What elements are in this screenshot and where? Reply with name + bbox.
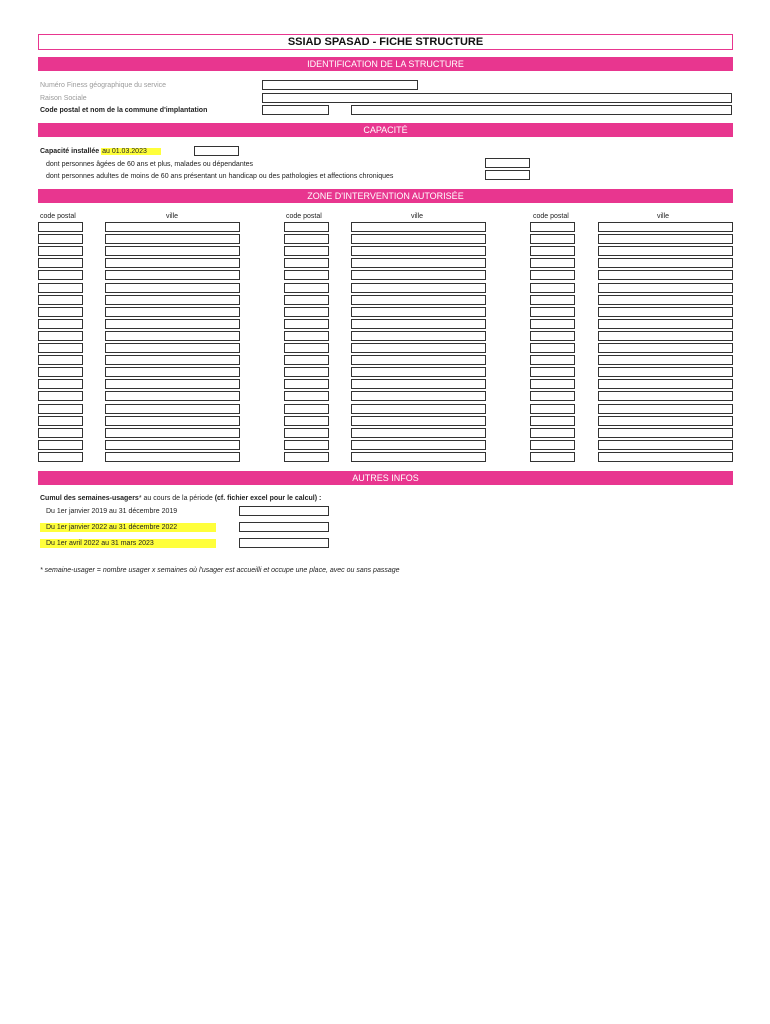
section-header-capacite: CAPACITÉ (38, 123, 733, 137)
zone-ville-input-3-9[interactable] (598, 319, 733, 329)
capacite-installee-input[interactable] (194, 146, 239, 156)
zone-ville-input-3-11[interactable] (598, 343, 733, 353)
zone-cp-input-1-9[interactable] (38, 319, 83, 329)
zone-cp-input-2-13[interactable] (284, 367, 329, 377)
zone-ville-input-3-20[interactable] (598, 452, 733, 462)
cumul-label-normal: * au cours de la période (138, 495, 213, 502)
capacite-installee-date: au 01.03.2023 (101, 148, 161, 155)
zone-ville-input-3-15[interactable] (598, 391, 733, 401)
zone-ville-input-1-8[interactable] (105, 307, 240, 317)
col-header-ville-2: ville (411, 213, 424, 220)
zone-cp-input-3-6[interactable] (530, 283, 575, 293)
zone-cp-input-2-14[interactable] (284, 379, 329, 389)
capacite-adults-input[interactable] (485, 170, 530, 180)
cumul-label-bold2: (cf. fichier excel pour le calcul) : (212, 495, 322, 502)
zone-ville-input-1-14[interactable] (105, 379, 240, 389)
footnote: * semaine-usager = nombre usager x semaines où l'usager est accueilli et occupe une place, avec ou sans passage (40, 567, 400, 574)
zone-cp-input-1-19[interactable] (38, 440, 83, 450)
zone-cp-input-1-18[interactable] (38, 428, 83, 438)
zone-cp-input-1-16[interactable] (38, 404, 83, 414)
zone-ville-input-2-3[interactable] (351, 246, 486, 256)
zone-cp-input-2-15[interactable] (284, 391, 329, 401)
zone-cp-input-1-10[interactable] (38, 331, 83, 341)
zone-cp-input-1-11[interactable] (38, 343, 83, 353)
zone-cp-input-3-9[interactable] (530, 319, 575, 329)
zone-ville-input-2-5[interactable] (351, 270, 486, 280)
zone-ville-input-1-12[interactable] (105, 355, 240, 365)
zone-ville-input-2-1[interactable] (351, 222, 486, 232)
zone-ville-input-2-13[interactable] (351, 367, 486, 377)
zone-cp-input-3-5[interactable] (530, 270, 575, 280)
zone-cp-input-1-12[interactable] (38, 355, 83, 365)
zone-ville-input-3-14[interactable] (598, 379, 733, 389)
zone-cp-input-2-9[interactable] (284, 319, 329, 329)
col-header-cp-3: code postal (533, 213, 569, 220)
zone-cp-input-2-2[interactable] (284, 234, 329, 244)
zone-cp-input-3-2[interactable] (530, 234, 575, 244)
cumul-label (40, 494, 321, 503)
period-input-3[interactable] (239, 538, 329, 548)
zone-ville-input-1-3[interactable] (105, 246, 240, 256)
zone-ville-input-1-4[interactable] (105, 258, 240, 268)
zone-cp-input-3-8[interactable] (530, 307, 575, 317)
zone-cp-input-2-5[interactable] (284, 270, 329, 280)
zone-cp-input-2-8[interactable] (284, 307, 329, 317)
zone-ville-input-3-8[interactable] (598, 307, 733, 317)
zone-cp-input-1-15[interactable] (38, 391, 83, 401)
zone-ville-input-3-2[interactable] (598, 234, 733, 244)
period-input-2[interactable] (239, 522, 329, 532)
zone-ville-input-2-2[interactable] (351, 234, 486, 244)
zone-cp-input-1-2[interactable] (38, 234, 83, 244)
zone-ville-input-3-6[interactable] (598, 283, 733, 293)
col-header-cp-1: code postal (40, 213, 76, 220)
zone-cp-input-1-13[interactable] (38, 367, 83, 377)
zone-ville-input-2-8[interactable] (351, 307, 486, 317)
zone-cp-input-1-20[interactable] (38, 452, 83, 462)
capacite-installee-text: Capacité installée (40, 148, 100, 155)
zone-ville-input-1-16[interactable] (105, 404, 240, 414)
zone-cp-input-1-7[interactable] (38, 295, 83, 305)
zone-ville-input-1-5[interactable] (105, 270, 240, 280)
zone-cp-input-1-4[interactable] (38, 258, 83, 268)
zone-cp-input-1-8[interactable] (38, 307, 83, 317)
capacite-installee-label (40, 147, 161, 156)
zone-cp-input-3-12[interactable] (530, 355, 575, 365)
section-header-zone: ZONE D'INTERVENTION AUTORISÉE (38, 189, 733, 203)
zone-ville-input-2-19[interactable] (351, 440, 486, 450)
zone-ville-input-1-11[interactable] (105, 343, 240, 353)
zone-cp-input-3-16[interactable] (530, 404, 575, 414)
zone-ville-input-3-10[interactable] (598, 331, 733, 341)
zone-cp-input-1-1[interactable] (38, 222, 83, 232)
zone-ville-input-3-5[interactable] (598, 270, 733, 280)
zone-cp-input-2-7[interactable] (284, 295, 329, 305)
zone-ville-input-2-17[interactable] (351, 416, 486, 426)
section-header-identification: IDENTIFICATION DE LA STRUCTURE (38, 57, 733, 71)
period-input-1[interactable] (239, 506, 329, 516)
zone-cp-input-2-17[interactable] (284, 416, 329, 426)
zone-ville-input-2-15[interactable] (351, 391, 486, 401)
zone-ville-input-2-10[interactable] (351, 331, 486, 341)
zone-cp-input-2-12[interactable] (284, 355, 329, 365)
zone-cp-input-2-20[interactable] (284, 452, 329, 462)
zone-ville-input-2-18[interactable] (351, 428, 486, 438)
zone-ville-input-3-18[interactable] (598, 428, 733, 438)
zone-ville-input-1-10[interactable] (105, 331, 240, 341)
zone-cp-input-2-19[interactable] (284, 440, 329, 450)
period-label-3: Du 1er avril 2022 au 31 mars 2023 (40, 539, 216, 548)
zone-cp-input-2-16[interactable] (284, 404, 329, 414)
zone-cp-input-1-6[interactable] (38, 283, 83, 293)
zone-ville-input-2-14[interactable] (351, 379, 486, 389)
zone-ville-input-1-7[interactable] (105, 295, 240, 305)
zone-cp-input-3-1[interactable] (530, 222, 575, 232)
raison-sociale-input[interactable] (262, 93, 732, 103)
commune-input[interactable] (351, 105, 732, 115)
zone-ville-input-2-20[interactable] (351, 452, 486, 462)
zone-cp-input-3-7[interactable] (530, 295, 575, 305)
zone-cp-input-2-6[interactable] (284, 283, 329, 293)
zone-ville-input-2-9[interactable] (351, 319, 486, 329)
zone-cp-input-1-17[interactable] (38, 416, 83, 426)
zone-ville-input-3-7[interactable] (598, 295, 733, 305)
zone-ville-input-2-12[interactable] (351, 355, 486, 365)
page-title: SSIAD SPASAD - FICHE STRUCTURE (38, 34, 733, 50)
zone-ville-input-1-20[interactable] (105, 452, 240, 462)
section-header-autres: AUTRES INFOS (38, 471, 733, 485)
zone-ville-input-3-4[interactable] (598, 258, 733, 268)
zone-ville-input-1-6[interactable] (105, 283, 240, 293)
cumul-label-bold1: Cumul des semaines-usagers (40, 495, 139, 502)
zone-ville-input-2-11[interactable] (351, 343, 486, 353)
zone-ville-input-2-4[interactable] (351, 258, 486, 268)
zone-ville-input-3-12[interactable] (598, 355, 733, 365)
zone-ville-input-1-13[interactable] (105, 367, 240, 377)
zone-ville-input-1-9[interactable] (105, 319, 240, 329)
zone-cp-input-2-10[interactable] (284, 331, 329, 341)
zone-ville-input-1-17[interactable] (105, 416, 240, 426)
zone-cp-input-3-14[interactable] (530, 379, 575, 389)
zone-cp-input-3-19[interactable] (530, 440, 575, 450)
zone-ville-input-3-17[interactable] (598, 416, 733, 426)
zone-ville-input-3-3[interactable] (598, 246, 733, 256)
zone-cp-input-2-4[interactable] (284, 258, 329, 268)
zone-ville-input-1-18[interactable] (105, 428, 240, 438)
finess-label: Numéro Finess géographique du service (40, 82, 167, 89)
zone-ville-input-3-1[interactable] (598, 222, 733, 232)
zone-cp-input-3-18[interactable] (530, 428, 575, 438)
zone-ville-input-3-16[interactable] (598, 404, 733, 414)
col-header-ville-1: ville (166, 213, 179, 220)
zone-ville-input-1-1[interactable] (105, 222, 240, 232)
zone-cp-input-1-3[interactable] (38, 246, 83, 256)
period-label-2: Du 1er janvier 2022 au 31 décembre 2022 (40, 523, 216, 532)
zone-ville-input-1-15[interactable] (105, 391, 240, 401)
zone-ville-input-3-13[interactable] (598, 367, 733, 377)
zone-cp-input-3-11[interactable] (530, 343, 575, 353)
zone-cp-input-3-15[interactable] (530, 391, 575, 401)
zone-ville-input-2-16[interactable] (351, 404, 486, 414)
capacite-adults-label: dont personnes adultes de moins de 60 ans présentant un handicap ou des pathologies et affections chroniques (46, 173, 394, 180)
zone-ville-input-2-6[interactable] (351, 283, 486, 293)
col-header-cp-2: code postal (286, 213, 322, 220)
zone-ville-input-2-7[interactable] (351, 295, 486, 305)
zone-cp-input-2-11[interactable] (284, 343, 329, 353)
zone-cp-input-3-10[interactable] (530, 331, 575, 341)
code-postal-commune-label: Code postal et nom de la commune d'implantation (40, 107, 208, 114)
zone-cp-input-2-18[interactable] (284, 428, 329, 438)
raison-sociale-label: Raison Sociale (40, 95, 87, 102)
zone-cp-input-3-20[interactable] (530, 452, 575, 462)
code-postal-input[interactable] (262, 105, 329, 115)
capacite-seniors-input[interactable] (485, 158, 530, 168)
zone-cp-input-2-3[interactable] (284, 246, 329, 256)
zone-ville-input-1-2[interactable] (105, 234, 240, 244)
zone-cp-input-2-1[interactable] (284, 222, 329, 232)
zone-cp-input-3-13[interactable] (530, 367, 575, 377)
zone-cp-input-3-17[interactable] (530, 416, 575, 426)
finess-input[interactable] (262, 80, 418, 90)
zone-cp-input-1-14[interactable] (38, 379, 83, 389)
zone-cp-input-3-3[interactable] (530, 246, 575, 256)
zone-cp-input-1-5[interactable] (38, 270, 83, 280)
period-label-1: Du 1er janvier 2019 au 31 décembre 2019 (46, 508, 178, 515)
zone-cp-input-3-4[interactable] (530, 258, 575, 268)
capacite-seniors-label: dont personnes âgées de 60 ans et plus, malades ou dépendantes (46, 161, 254, 168)
zone-ville-input-1-19[interactable] (105, 440, 240, 450)
zone-ville-input-3-19[interactable] (598, 440, 733, 450)
col-header-ville-3: ville (657, 213, 670, 220)
